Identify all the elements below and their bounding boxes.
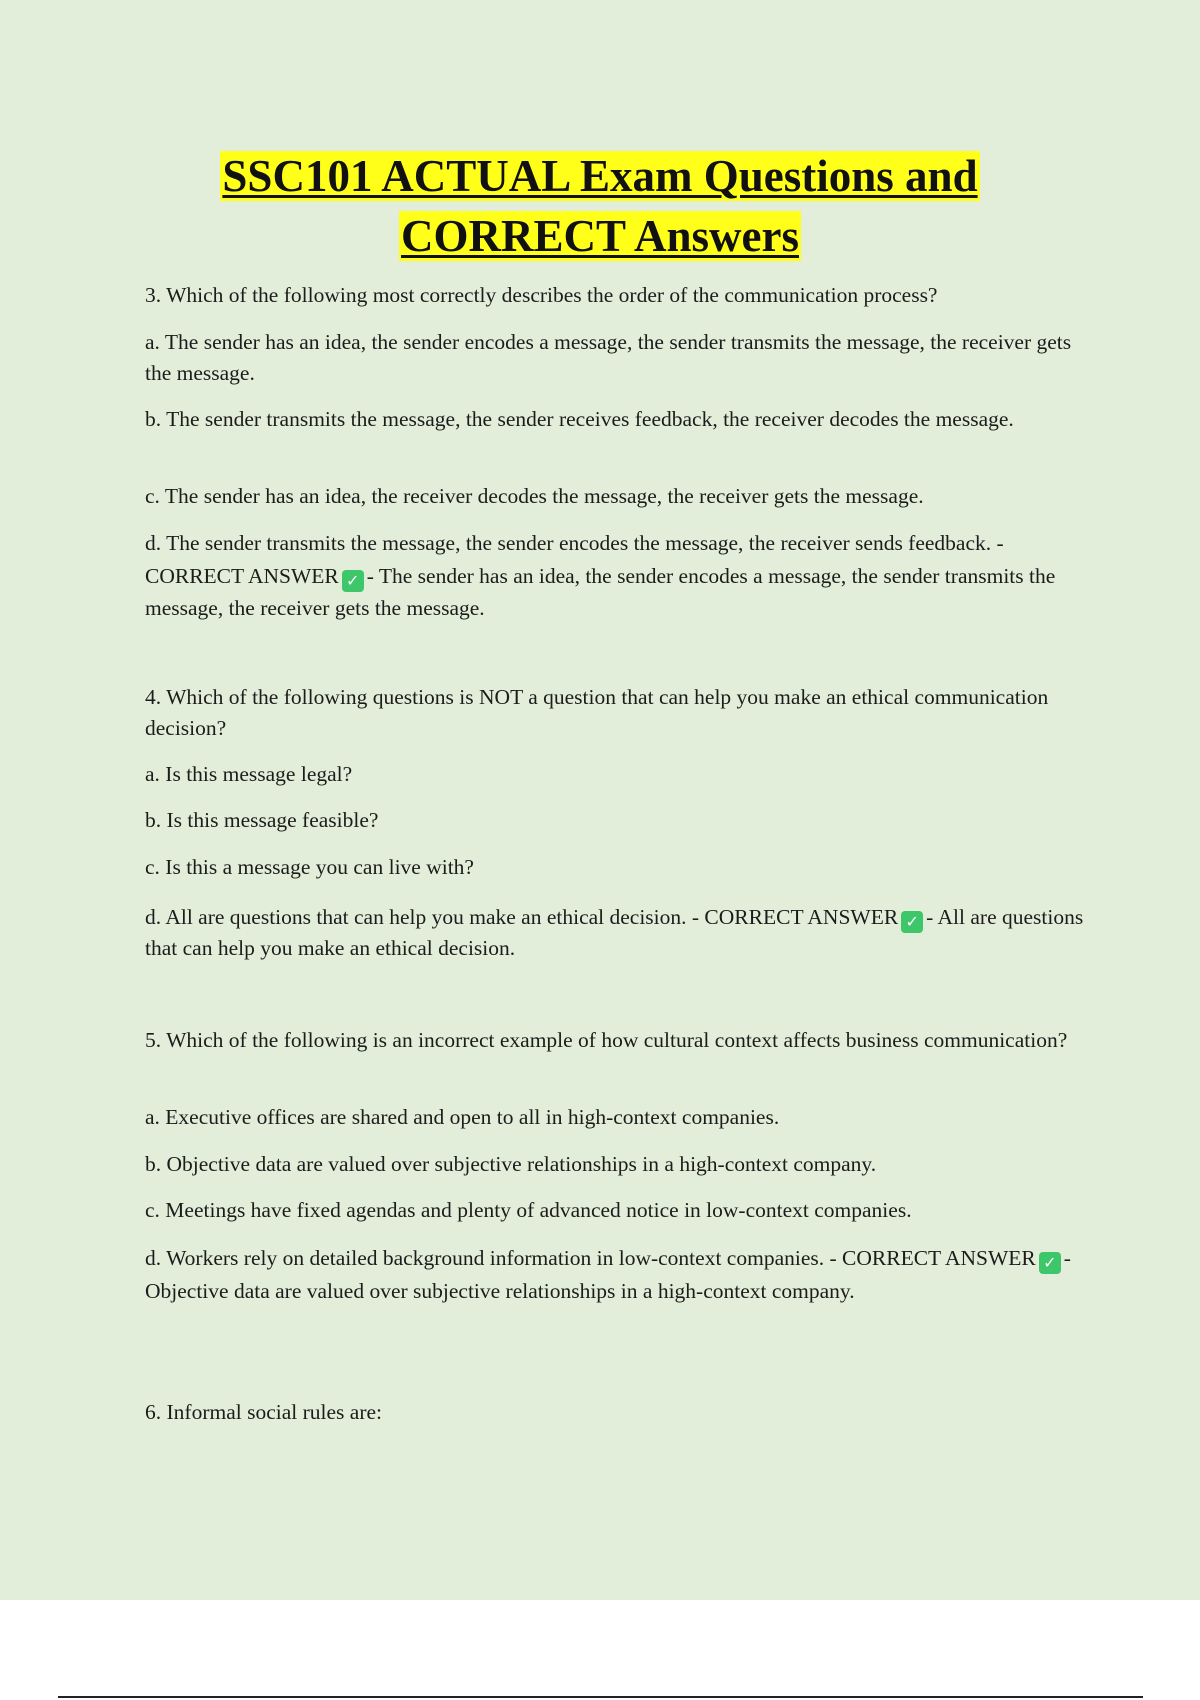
option-text: a. Executive offices are shared and open to all in high-context companies.	[145, 1105, 780, 1129]
title-line-1: SSC101 ACTUAL Exam Questions and	[222, 151, 978, 201]
check-mark-icon: ✓	[342, 570, 364, 592]
question-3-option-c	[145, 481, 1095, 512]
option-text: c. The sender has an idea, the receiver decodes the message, the receiver gets the message.	[145, 484, 924, 508]
option-text: b. Is this message feasible?	[145, 808, 379, 832]
document-title	[0, 146, 1200, 266]
question-stem: 3. Which of the following most correctly describes the order of the communication process?	[145, 283, 938, 307]
question-stem: 6. Informal social rules are:	[145, 1400, 383, 1424]
question-5-option-a	[145, 1102, 1095, 1133]
question-5-option-d	[145, 1242, 1095, 1307]
option-text: a. The sender has an idea, the sender encodes a message, the sender transmits the message, the receiver gets the message.	[145, 330, 1072, 385]
option-text: b. Objective data are valued over subjective relationships in a high-context company.	[145, 1152, 877, 1176]
question-stem: 5. Which of the following is an incorrect example of how cultural context affects business communication?	[145, 1028, 1068, 1052]
option-text: d. Workers rely on detailed background information in low-context companies. - CORRECT ANSWER	[145, 1246, 1036, 1270]
question-3-option-d	[145, 527, 1095, 625]
question-3-option-a	[145, 327, 1095, 389]
check-mark-icon: ✓	[1039, 1252, 1061, 1274]
question-5	[145, 1025, 1095, 1056]
question-4	[145, 682, 1095, 744]
check-mark-icon: ✓	[901, 911, 923, 933]
question-stem: 4. Which of the following questions is NOT a question that can help you make an ethical communication decision?	[145, 685, 1049, 740]
correct-answer-text: - The sender has an idea, the sender encodes a message, the sender transmits the message, the receiver gets the message.	[145, 563, 1056, 620]
question-5-option-c	[145, 1195, 1095, 1226]
correct-answer-text: - All are questions that can help you make an ethical decision.	[145, 905, 1084, 960]
option-text: c. Meetings have fixed agendas and plenty of advanced notice in low-context companies.	[145, 1198, 912, 1222]
option-text: c. Is this a message you can live with?	[145, 855, 474, 879]
footer-divider	[58, 1696, 1143, 1698]
question-3-option-b	[145, 404, 1095, 435]
question-4-option-d	[145, 902, 1095, 964]
question-4-option-c	[145, 852, 1095, 883]
correct-answer-text: - Objective data are valued over subjective relationships in a high-context company.	[145, 1246, 1071, 1303]
question-4-option-a	[145, 759, 1095, 790]
option-text: a. Is this message legal?	[145, 762, 353, 786]
question-6	[145, 1397, 1095, 1428]
question-3	[145, 280, 1095, 311]
option-text: b. The sender transmits the message, the sender receives feedback, the receiver decodes the message.	[145, 407, 1014, 431]
option-text: d. All are questions that can help you make an ethical decision. - CORRECT ANSWER	[145, 905, 899, 929]
option-text: d. The sender transmits the message, the sender encodes the message, the receiver sends feedback. - CORRECT ANSWER	[145, 531, 1004, 588]
question-4-option-b	[145, 805, 1095, 836]
question-5-option-b	[145, 1149, 1095, 1180]
title-line-2: CORRECT Answers	[401, 211, 799, 261]
